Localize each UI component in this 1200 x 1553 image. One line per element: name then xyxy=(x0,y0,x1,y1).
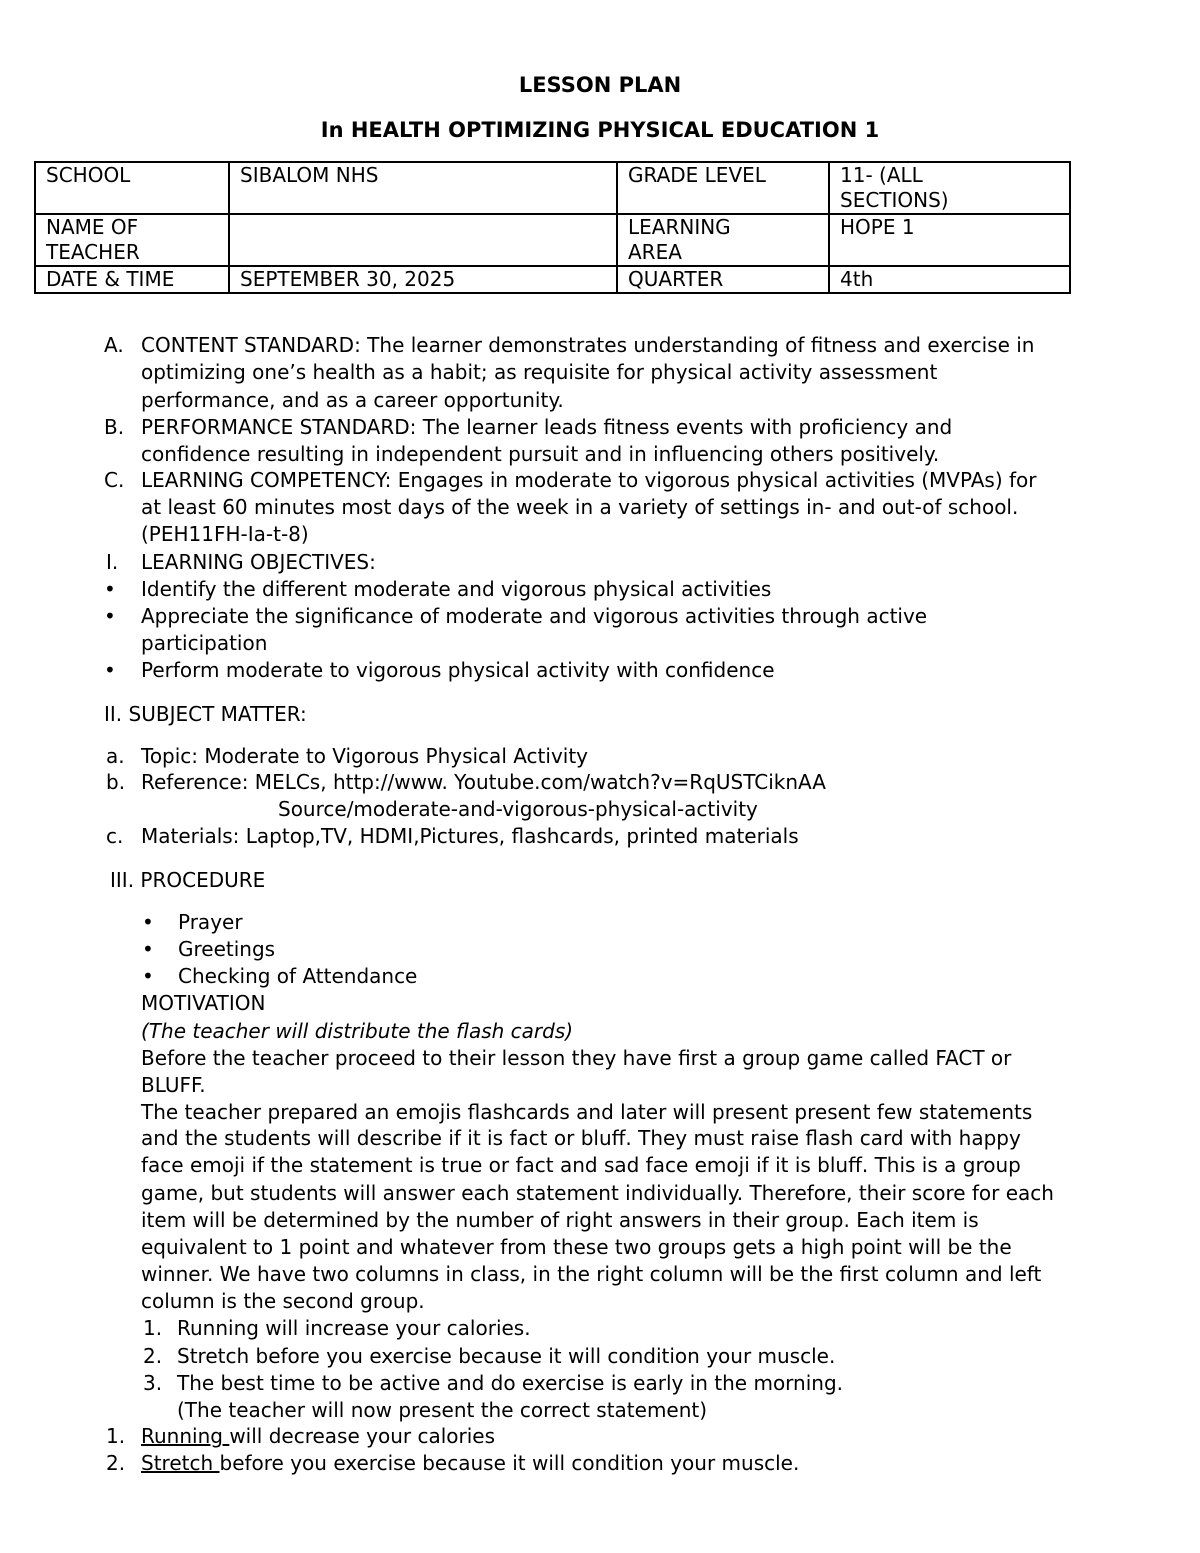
table-row xyxy=(35,162,1070,214)
content-standard-line: CONTENT STANDARD: The learner demonstrates understanding of fitness and exercise in xyxy=(141,333,1035,357)
statement-rest: before you exercise because it will condition your muscle. xyxy=(219,1451,800,1475)
list-marker: C. xyxy=(104,468,125,492)
document-subtitle: In HEALTH OPTIMIZING PHYSICAL EDUCATION 1 xyxy=(320,118,880,142)
underlined-word: Stretch xyxy=(141,1451,220,1475)
paragraph-line: BLUFF. xyxy=(141,1073,206,1097)
paragraph-line: Before the teacher proceed to their lesson they have first a group game called FACT or xyxy=(141,1046,1012,1070)
procedure-heading: III. PROCEDURE xyxy=(110,868,266,892)
grade-level-value-line: SECTIONS) xyxy=(840,188,949,212)
procedure-item: Prayer xyxy=(178,910,243,934)
grade-level-value-line: 11- (ALL xyxy=(840,163,923,187)
teacher-label xyxy=(35,214,229,266)
motivation-heading: MOTIVATION xyxy=(141,991,266,1015)
objectives-heading: LEARNING OBJECTIVES: xyxy=(141,550,376,574)
procedure-item: Greetings xyxy=(178,937,276,961)
procedure-item: Checking of Attendance xyxy=(178,964,418,988)
statement-item: The best time to be active and do exercise is early in the morning. xyxy=(177,1371,844,1395)
underlined-word: Running xyxy=(141,1424,230,1448)
teacher-label-line: NAME OF xyxy=(46,215,139,239)
list-marker: 1. xyxy=(106,1424,126,1448)
grade-level-value xyxy=(829,162,1070,214)
list-marker: 3. xyxy=(143,1371,163,1395)
objective-item: Perform moderate to vigorous physical activity with confidence xyxy=(141,658,775,682)
objective-item: Identify the different moderate and vigorous physical activities xyxy=(141,577,772,601)
paragraph-line: The teacher prepared an emojis flashcards and later will present present few statements xyxy=(141,1100,1033,1124)
list-marker: 2. xyxy=(106,1451,126,1475)
bullet-marker: • xyxy=(104,577,116,601)
reference-line: Source/moderate-and-vigorous-physical-activity xyxy=(278,797,758,821)
list-marker: c. xyxy=(106,824,124,848)
list-marker: 1. xyxy=(143,1316,163,1340)
bullet-marker: • xyxy=(104,604,116,628)
bullet-marker: • xyxy=(104,658,116,682)
grade-level-label: GRADE LEVEL xyxy=(617,162,829,214)
paragraph-line: and the students will describe if it is fact or bluff. They must raise flash card with happy xyxy=(141,1126,1021,1150)
correct-statement-item xyxy=(141,1450,799,1477)
performance-standard-line: confidence resulting in independent pursuit and in influencing others positively. xyxy=(141,442,940,466)
materials-line: Materials: Laptop,TV, HDMI,Pictures, flashcards, printed materials xyxy=(141,824,799,848)
quarter-label: QUARTER xyxy=(617,266,829,293)
statement-rest: will decrease your calories xyxy=(229,1424,495,1448)
date-time-value: SEPTEMBER 30, 2025 xyxy=(229,266,617,293)
reference-line: Reference: MELCs, http://www. Youtube.com/watch?v=RqUSTCiknAA xyxy=(141,770,826,794)
paragraph-line: item will be determined by the number of right answers in their group. Each item is xyxy=(141,1208,979,1232)
list-marker: 2. xyxy=(143,1344,163,1368)
lesson-info-table xyxy=(34,161,1071,294)
table-row xyxy=(35,214,1070,266)
paragraph-line: face emoji if the statement is true or fact and sad face emoji if it is bluff. This is a group xyxy=(141,1153,1021,1177)
content-standard-line: optimizing one’s health as a habit; as requisite for physical activity assessment xyxy=(141,360,938,384)
teacher-value xyxy=(229,214,617,266)
teacher-label-line: TEACHER xyxy=(46,240,140,264)
teacher-note: (The teacher will distribute the flash cards) xyxy=(141,1019,574,1043)
teacher-note: (The teacher will now present the correct statement) xyxy=(177,1398,708,1422)
performance-standard-line: PERFORMANCE STANDARD: The learner leads fitness events with proficiency and xyxy=(141,415,953,439)
date-time-label: DATE & TIME xyxy=(35,266,229,293)
objective-item: participation xyxy=(141,631,268,655)
bullet-marker: • xyxy=(142,937,154,961)
topic-line: Topic: Moderate to Vigorous Physical Activity xyxy=(141,744,589,768)
school-label: SCHOOL xyxy=(35,162,229,214)
subject-matter-heading: II. SUBJECT MATTER: xyxy=(104,702,307,726)
document-title: LESSON PLAN xyxy=(518,73,682,97)
correct-statement-item xyxy=(141,1423,495,1450)
statement-item: Running will increase your calories. xyxy=(177,1316,531,1340)
paragraph-line: game, but students will answer each statement individually. Therefore, their score for each xyxy=(141,1181,1054,1205)
learning-area-label-line: LEARNING xyxy=(628,215,731,239)
quarter-value: 4th xyxy=(829,266,1070,293)
paragraph-line: column is the second group. xyxy=(141,1289,425,1313)
learning-competency-line: (PEH11FH-Ia-t-8) xyxy=(141,522,309,546)
list-marker: A. xyxy=(104,333,124,357)
list-marker: b. xyxy=(106,770,126,794)
list-marker: I. xyxy=(106,550,119,574)
list-marker: a. xyxy=(106,744,125,768)
bullet-marker: • xyxy=(142,910,154,934)
statement-item: Stretch before you exercise because it will condition your muscle. xyxy=(177,1344,836,1368)
learning-competency-line: at least 60 minutes most days of the week in a variety of settings in- and out-of school. xyxy=(141,495,1019,519)
learning-area-label-line: AREA xyxy=(628,240,682,264)
learning-area-value: HOPE 1 xyxy=(829,214,1070,266)
bullet-marker: • xyxy=(142,964,154,988)
learning-area-label xyxy=(617,214,829,266)
table-row xyxy=(35,266,1070,293)
paragraph-line: winner. We have two columns in class, in the right column will be the first column and left xyxy=(141,1262,1042,1286)
list-marker: B. xyxy=(104,415,125,439)
content-standard-line: performance, and as a career opportunity. xyxy=(141,388,564,412)
learning-competency-line: LEARNING COMPETENCY: Engages in moderate to vigorous physical activities (MVPAs) for xyxy=(141,468,1037,492)
paragraph-line: equivalent to 1 point and whatever from these two groups gets a high point will be the xyxy=(141,1235,1012,1259)
school-value: SIBALOM NHS xyxy=(229,162,617,214)
objective-item: Appreciate the significance of moderate and vigorous activities through active xyxy=(141,604,928,628)
